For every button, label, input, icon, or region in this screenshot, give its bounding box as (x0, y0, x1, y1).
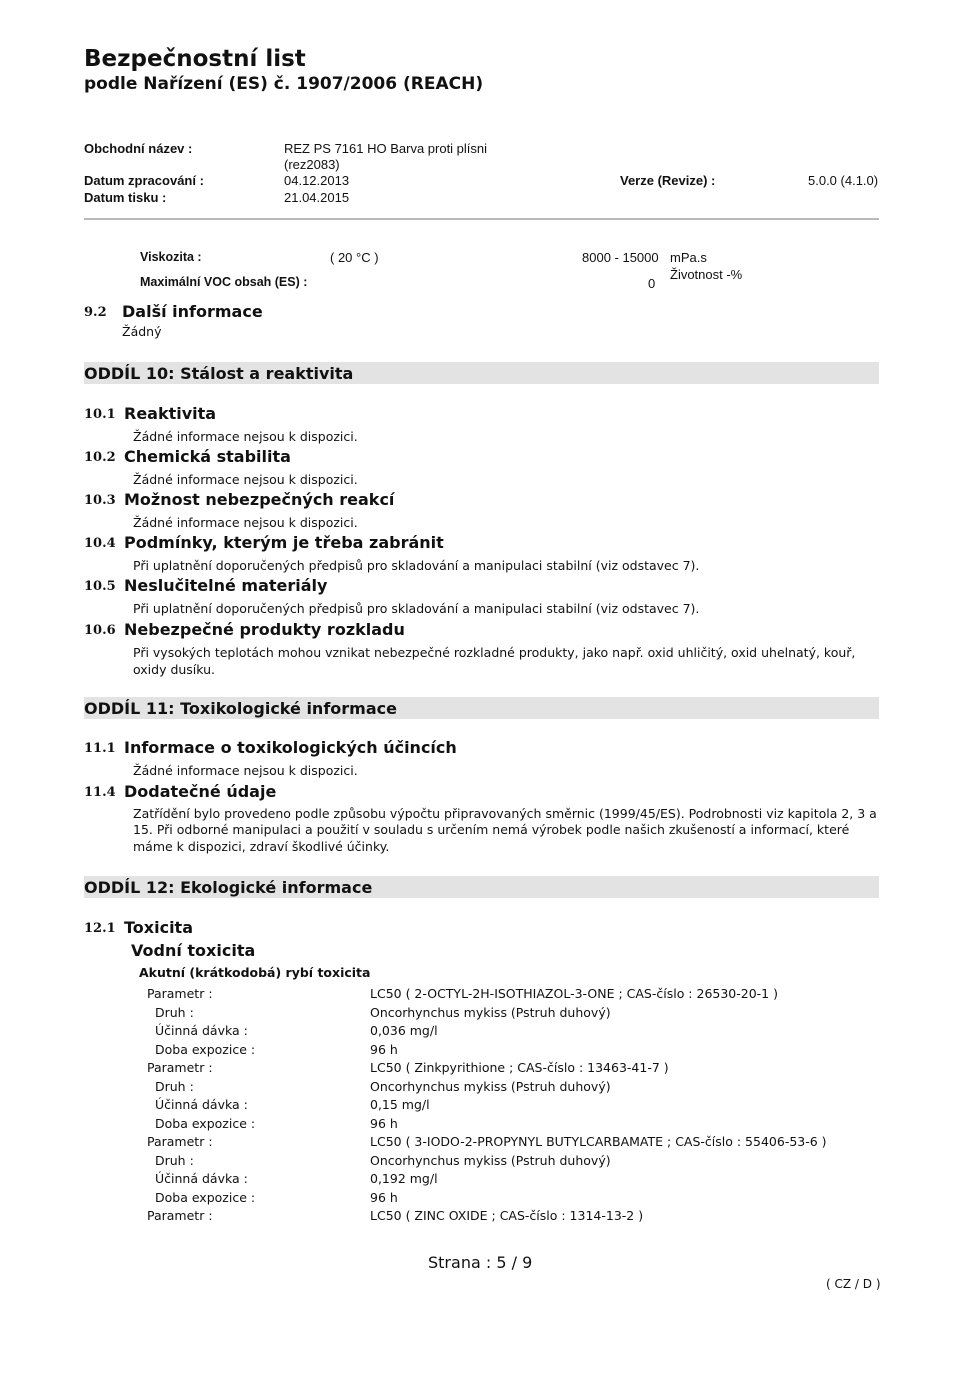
section-10-1-text: Žádné informace nejsou k dispozici. (133, 429, 358, 444)
voc-label: Maximální VOC obsah (ES) : (140, 275, 308, 289)
toxicity-row-value: 0,036 mg/l (370, 1023, 438, 1038)
voc-unit: Životnost -% (670, 267, 743, 282)
section-11-header (84, 697, 879, 719)
section-10-5-number: 10.5 (84, 579, 116, 594)
section-11-1-number: 11.1 (84, 741, 116, 756)
section-10-3-number: 10.3 (84, 493, 116, 508)
section-11-title: ODDÍL 11: Toxikologické informace (84, 699, 397, 718)
toxicity-row-value: 96 h (370, 1190, 398, 1205)
section-10-6-title: Nebezpečné produkty rozkladu (124, 620, 405, 639)
toxicity-row-label: Účinná dávka : (155, 1097, 248, 1112)
language-code: ( CZ / D ) (826, 1277, 881, 1291)
section-11-4-title: Dodatečné údaje (124, 782, 277, 801)
toxicity-row-value: Oncorhynchus mykiss (Pstruh duhový) (370, 1153, 611, 1168)
version-label: Verze (Revize) : (620, 173, 716, 188)
section-9-2-title: Další informace (122, 302, 263, 321)
section-11-4-text-line1: Zatřídění bylo provedeno podle způsobu výpočtu připravovaných směrnic (1999/45/ES). Podrobnosti viz kapitola 2, 3 a (133, 806, 877, 821)
section-12-title: ODDÍL 12: Ekologické informace (84, 878, 373, 897)
section-10-3-text: Žádné informace nejsou k dispozici. (133, 515, 358, 530)
section-10-1-number: 10.1 (84, 407, 116, 422)
toxicity-row-value: LC50 ( Zinkpyrithione ; CAS-číslo : 13463-41-7 ) (370, 1060, 669, 1075)
trade-name-label: Obchodní název : (84, 141, 193, 156)
viscosity-label: Viskozita : (140, 250, 202, 264)
trade-name-code: (rez2083) (284, 157, 340, 172)
section-10-4-text: Při uplatnění doporučených předpisů pro skladování a manipulaci stabilní (viz odstavec 7). (133, 558, 700, 573)
section-9-2-number: 9.2 (84, 305, 107, 320)
section-12-1-number: 12.1 (84, 921, 116, 936)
processed-date-label: Datum zpracování : (84, 173, 204, 188)
section-11-4-number: 11.4 (84, 785, 116, 800)
section-10-2-title: Chemická stabilita (124, 447, 291, 466)
toxicity-row-label: Druh : (155, 1153, 194, 1168)
section-10-title: ODDÍL 10: Stálost a reaktivita (84, 364, 354, 383)
header-divider (84, 218, 879, 220)
document-subtitle: podle Nařízení (ES) č. 1907/2006 (REACH) (84, 74, 484, 94)
page-number: Strana : 5 / 9 (428, 1253, 533, 1272)
section-10-1-title: Reaktivita (124, 404, 217, 423)
section-10-4-title: Podmínky, kterým je třeba zabránit (124, 533, 444, 552)
section-12-header (84, 876, 879, 898)
section-10-6-text-line2: oxidy dusíku. (133, 662, 216, 677)
viscosity-value: 8000 - 15000 (582, 250, 659, 265)
section-11-1-title: Informace o toxikologických účincích (124, 738, 457, 757)
print-date-label: Datum tisku : (84, 190, 167, 205)
section-10-header (84, 362, 879, 384)
section-10-2-number: 10.2 (84, 450, 116, 465)
toxicity-row-label: Doba expozice : (155, 1116, 256, 1131)
toxicity-row-value: LC50 ( ZINC OXIDE ; CAS-číslo : 1314-13-2 ) (370, 1208, 644, 1223)
section-11-1-text: Žádné informace nejsou k dispozici. (133, 763, 358, 778)
viscosity-condition: ( 20 °C ) (330, 250, 379, 265)
section-12-1-title: Toxicita (124, 918, 193, 937)
section-10-6-number: 10.6 (84, 623, 116, 638)
toxicity-row-value: LC50 ( 3-IODO-2-PROPYNYL BUTYLCARBAMATE ; CAS-číslo : 55406-53-6 ) (370, 1134, 827, 1149)
document-title: Bezpečnostní list (84, 46, 306, 72)
toxicity-row-value: 0,192 mg/l (370, 1171, 438, 1186)
toxicity-row-label: Parametr : (147, 986, 213, 1001)
section-10-4-number: 10.4 (84, 536, 116, 551)
aquatic-toxicity-title: Vodní toxicita (131, 941, 256, 960)
toxicity-row-value: Oncorhynchus mykiss (Pstruh duhový) (370, 1005, 611, 1020)
toxicity-row-label: Parametr : (147, 1208, 213, 1223)
processed-date-value: 04.12.2013 (284, 173, 350, 188)
toxicity-row-value: Oncorhynchus mykiss (Pstruh duhový) (370, 1079, 611, 1094)
trade-name-value: REZ PS 7161 HO Barva proti plísni (284, 141, 488, 156)
section-10-5-text: Při uplatnění doporučených předpisů pro skladování a manipulaci stabilní (viz odstavec 7). (133, 601, 700, 616)
toxicity-row-label: Doba expozice : (155, 1042, 256, 1057)
section-10-5-title: Neslučitelné materiály (124, 576, 328, 595)
section-10-6-text-line1: Při vysokých teplotách mohou vznikat nebezpečné rozkladné produkty, jako např. oxid uhličitý, oxid uhelnatý, kouř, (133, 645, 856, 660)
section-10-2-text: Žádné informace nejsou k dispozici. (133, 472, 358, 487)
print-date-value: 21.04.2015 (284, 190, 350, 205)
voc-value: 0 (648, 276, 656, 291)
section-9-2-text: Žádný (122, 324, 162, 339)
toxicity-row-label: Účinná dávka : (155, 1171, 248, 1186)
section-11-4-text-line3: máme k dispozici, zdraví škodlivé účinky. (133, 839, 390, 854)
section-11-4-text-line2: 15. Při odborné manipulaci a použití v souladu s určením nemá výrobek podle našich zkušeností a informací, které (133, 822, 850, 837)
viscosity-unit: mPa.s (670, 250, 707, 265)
toxicity-row-label: Druh : (155, 1079, 194, 1094)
toxicity-row-label: Doba expozice : (155, 1190, 256, 1205)
toxicity-row-label: Parametr : (147, 1060, 213, 1075)
toxicity-row-value: 96 h (370, 1116, 398, 1131)
version-value: 5.0.0 (4.1.0) (808, 173, 879, 188)
toxicity-row-label: Parametr : (147, 1134, 213, 1149)
section-10-3-title: Možnost nebezpečných reakcí (124, 490, 395, 509)
toxicity-row-label: Druh : (155, 1005, 194, 1020)
toxicity-row-label: Účinná dávka : (155, 1023, 248, 1038)
toxicity-row-value: 0,15 mg/l (370, 1097, 430, 1112)
acute-fish-toxicity-title: Akutní (krátkodobá) rybí toxicita (139, 965, 371, 980)
toxicity-row-value: LC50 ( 2-OCTYL-2H-ISOTHIAZOL-3-ONE ; CAS-číslo : 26530-20-1 ) (370, 986, 778, 1001)
toxicity-row-value: 96 h (370, 1042, 398, 1057)
